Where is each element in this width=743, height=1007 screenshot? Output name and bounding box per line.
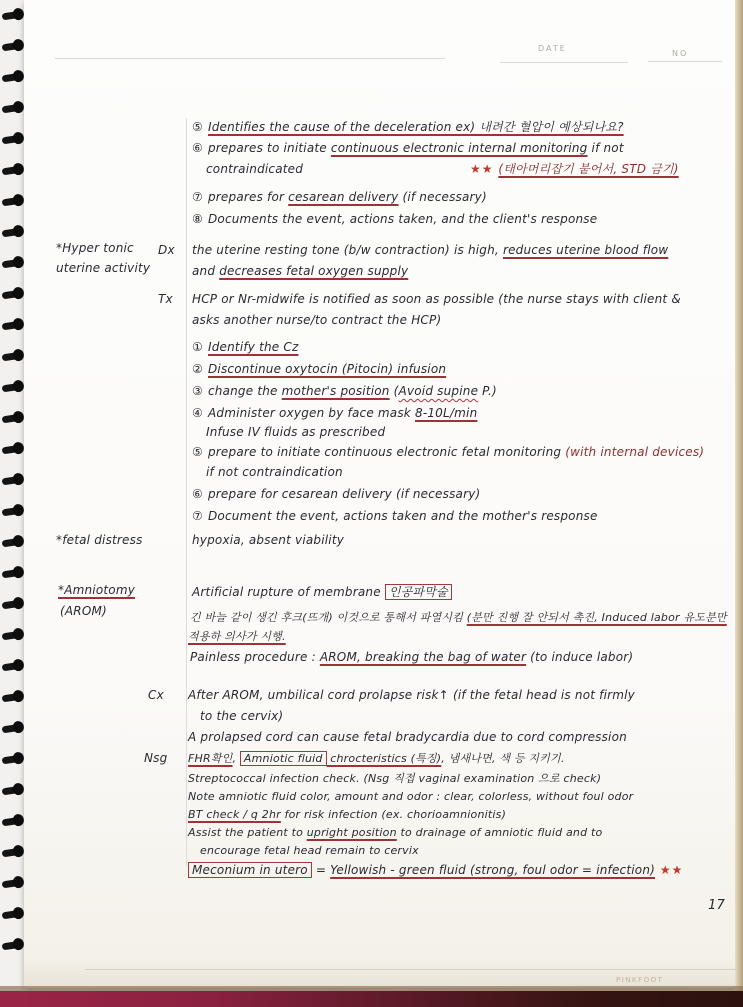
circled-4: ④: [192, 406, 203, 420]
nsg-line-1: FHR확인, Amniotic fluid chrocteristics (특징), 냄새나면, 색 등 지키기.: [188, 752, 565, 765]
coil-ring: [2, 786, 23, 796]
note-line-6: ⑥ prepares to initiate continuous electronic internal monitoring if not: [192, 141, 624, 155]
painless-procedure-line: Painless procedure : AROM, breaking the bag of water (to induce labor): [190, 650, 634, 664]
note-line-6b: contraindicated: [206, 162, 304, 176]
tx-step-4b: Infuse IV fluids as prescribed: [206, 425, 386, 439]
coil-ring: [2, 197, 23, 207]
tx-step-7: ⑦ Document the event, actions taken and the mother's response: [192, 509, 598, 523]
no-rule: [648, 61, 722, 62]
tx-step-2: ② Discontinue oxytocin (Pitocin) infusion: [192, 362, 447, 376]
tx-step-5: ⑤ prepare to initiate continuous electronic fetal monitoring (with internal devices): [192, 445, 705, 459]
coil-ring: [2, 11, 23, 21]
coil-ring: [2, 476, 23, 486]
margin-label-hypertonic-1: *Hyper tonic: [56, 241, 134, 255]
fetal-distress-text: hypoxia, absent viability: [192, 533, 345, 547]
coil-ring: [2, 631, 23, 641]
note-line-7: ⑦ prepares for cesarean delivery (if necessary): [192, 190, 487, 204]
coil-ring: [2, 73, 23, 83]
nsg-label: Nsg: [144, 751, 168, 765]
boxed-amniotic-fluid: Amniotic fluid: [240, 751, 327, 766]
meconium-line: Meconium in utero = Yellowish - green fluid (strong, foul odor = infection) ★★: [188, 863, 683, 878]
spiral-binding: [0, 0, 30, 985]
boxed-meconium: Meconium in utero: [188, 862, 312, 878]
cx-line-2: to the cervix): [200, 709, 284, 723]
circled-5b: ⑤: [192, 445, 203, 459]
notebook-cover-edge: [0, 991, 743, 1007]
page-number: 17: [708, 898, 725, 913]
circled-3: ③: [192, 384, 203, 398]
tx-step-3: ③ change the mother's position (Avoid supine P.): [192, 384, 497, 398]
margin-label-amniotomy: *Amniotomy: [58, 583, 136, 597]
coil-ring: [2, 352, 23, 362]
circled-7: ⑦: [192, 190, 203, 204]
nsg-line-2: Streptococcal infection check. (Nsg 직접 vaginal examination 으로 check): [188, 772, 602, 785]
circled-7b: ⑦: [192, 509, 203, 523]
tx-label: Tx: [158, 292, 173, 306]
nsg-line-5: Assist the patient to upright position to drainage of amniotic fluid and to: [188, 826, 603, 839]
coil-ring: [2, 755, 23, 765]
dx-line-1: the uterine resting tone (b/w contraction) is high, reduces uterine blood flow: [192, 243, 669, 257]
tx-step-6: ⑥ prepare for cesarean delivery (if necessary): [192, 487, 481, 501]
no-label: NO: [672, 49, 689, 58]
note-line-8: ⑧ Documents the event, actions taken, and the client's response: [192, 212, 598, 226]
star-marks-bottom: ★★: [655, 863, 684, 877]
page-stack-edge: [735, 0, 743, 992]
coil-ring: [2, 383, 23, 393]
coil-ring: [2, 817, 23, 827]
circled-2: ②: [192, 362, 203, 376]
nsg-line-4: BT check / q 2hr for risk infection (ex. chorioamnionitis): [188, 808, 507, 821]
cx-line-3: A prolapsed cord can cause fetal bradycardia due to cord compression: [188, 730, 627, 744]
date-label: DATE: [538, 44, 567, 53]
coil-ring: [2, 135, 23, 145]
dx-label: Dx: [158, 243, 175, 257]
tx-line-2: asks another nurse/to contract the HCP): [192, 313, 442, 327]
coil-ring: [2, 600, 23, 610]
cx-label: Cx: [148, 688, 164, 702]
circled-6b: ⑥: [192, 487, 203, 501]
margin-label-hypertonic-2: uterine activity: [56, 261, 151, 275]
nsg-line-3: Note amniotic fluid color, amount and odor : clear, colorless, without foul odor: [188, 790, 634, 803]
coil-ring: [2, 662, 23, 672]
coil-ring: [2, 941, 23, 951]
dx-line-2: and decreases fetal oxygen supply: [192, 264, 409, 278]
coil-ring: [2, 414, 23, 424]
coil-ring: [2, 910, 23, 920]
coil-ring: [2, 42, 23, 52]
note-line-6b-annotation: ★★ (태아머리잡기 붙어서, STD 금기): [470, 162, 679, 176]
coil-ring: [2, 445, 23, 455]
amniotomy-korean-1: 긴 바늘 같이 생긴 후크(뜨개) 이것으로 통해서 파열시킴 (분만 진행 잘 안되서 촉진, Induced labor 유도분만: [190, 611, 727, 624]
amniotomy-definition: Artificial rupture of membrane 인공파막술: [192, 585, 452, 600]
star-marks: ★★: [470, 162, 499, 176]
coil-ring: [2, 507, 23, 517]
circled-6: ⑥: [192, 141, 203, 155]
coil-ring: [2, 724, 23, 734]
brand-watermark: PINKFOOT: [616, 976, 664, 984]
tx-step-5b: if not contraindication: [206, 465, 343, 479]
margin-label-fetal-distress: *fetal distress: [56, 533, 143, 547]
tx-step-4: ④ Administer oxygen by face mask 8-10L/min: [192, 406, 478, 420]
coil-ring: [2, 538, 23, 548]
date-rule: [500, 62, 628, 63]
coil-ring: [2, 321, 23, 331]
coil-ring: [2, 290, 23, 300]
margin-label-arom: (AROM): [60, 604, 107, 618]
tx-line-1: HCP or Nr-midwife is notified as soon as possible (the nurse stays with client &: [192, 292, 681, 306]
coil-ring: [2, 569, 23, 579]
amniotomy-korean-2: 적용하 의사가 시행.: [188, 630, 286, 643]
coil-ring: [2, 879, 23, 889]
coil-ring: [2, 259, 23, 269]
header-rule: [55, 58, 445, 59]
tx-step-1: ① Identify the Cz: [192, 340, 299, 354]
margin-rule: [186, 118, 187, 866]
coil-ring: [2, 166, 23, 176]
coil-ring: [2, 693, 23, 703]
cx-line-1: After AROM, umbilical cord prolapse risk↑ (if the fetal head is not firmly: [188, 688, 635, 702]
coil-ring: [2, 104, 23, 114]
nsg-line-6: encourage fetal head remain to cervix: [200, 844, 419, 857]
coil-ring: [2, 848, 23, 858]
boxed-korean-term: 인공파막술: [385, 584, 452, 600]
coil-ring: [2, 228, 23, 238]
circled-5: ⑤: [192, 120, 203, 134]
circled-8: ⑧: [192, 212, 203, 226]
note-line-5: ⑤ Identifies the cause of the deceleration ex) 내려간 혈압이 예상되나요?: [192, 120, 624, 134]
footer-rule: [85, 969, 737, 970]
circled-1: ①: [192, 340, 203, 354]
